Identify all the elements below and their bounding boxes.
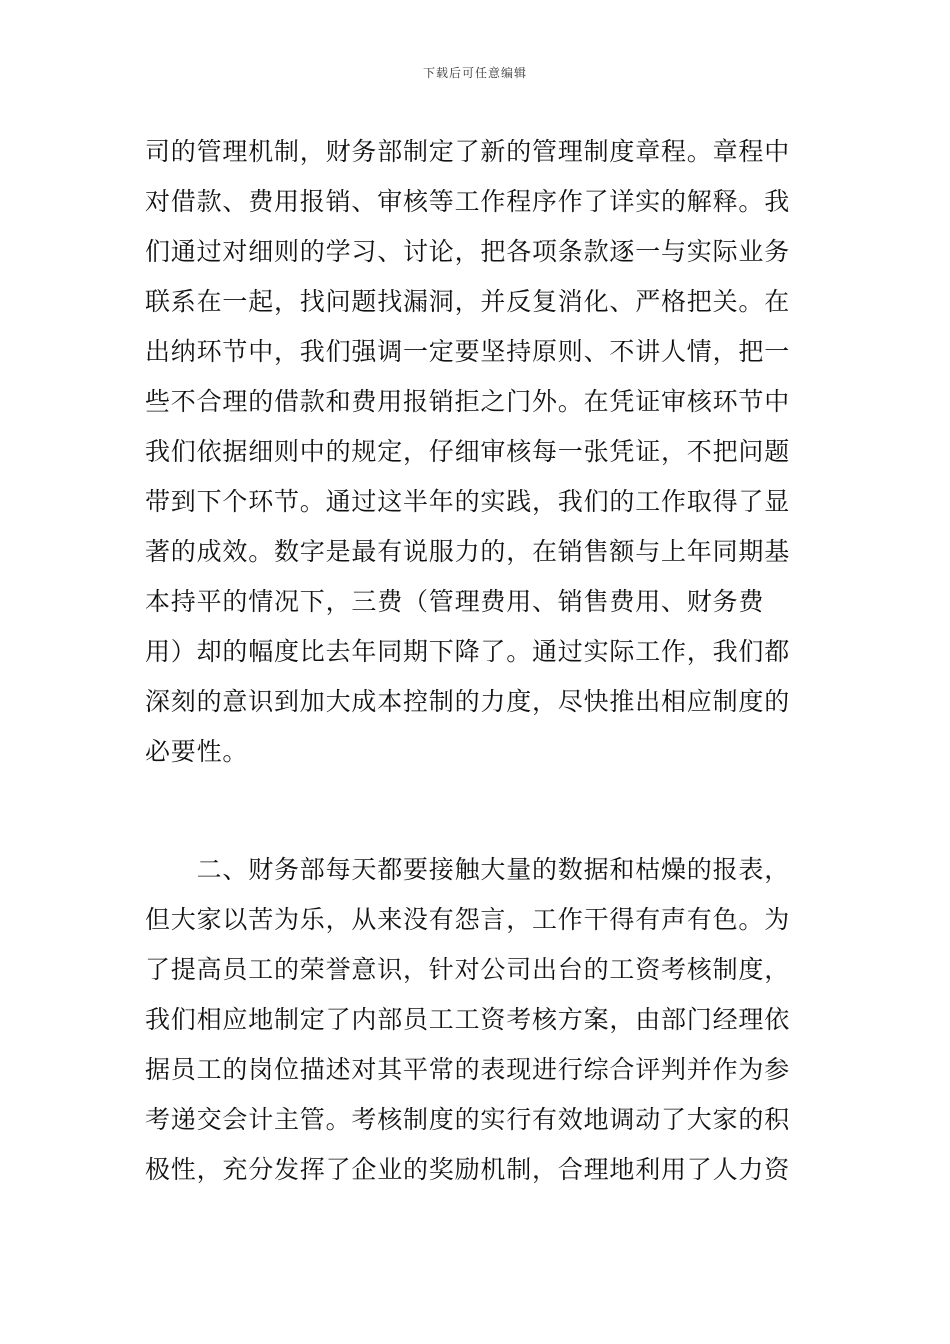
text-line: 司的管理机制，财务部制定了新的管理制度章程。章程中 (145, 137, 791, 166)
text-line: 本持平的情况下，三费（管理费用、销售费用、财务费 (145, 587, 765, 616)
text-line: 据员工的岗位描述对其平常的表现进行综合评判并作为参 (145, 1055, 791, 1084)
text-line: 考递交会计主管。考核制度的实行有效地调动了大家的积 (145, 1105, 791, 1134)
text-line: 用）却的幅度比去年同期下降了。通过实际工作，我们都 (145, 637, 791, 666)
text-line: 出纳环节中，我们强调一定要坚持原则、不讲人情，把一 (145, 337, 791, 366)
text-line: 了提高员工的荣誉意识，针对公司出台的工资考核制度， (145, 955, 791, 984)
text-line: 极性，充分发挥了企业的奖励机制，合理地利用了人力资 (145, 1155, 791, 1184)
text-line: 我们相应地制定了内部员工工资考核方案，由部门经理依 (145, 1005, 791, 1034)
text-line: 对借款、费用报销、审核等工作程序作了详实的解释。我 (145, 187, 791, 216)
text-line: 必要性。 (145, 737, 249, 766)
text-line: 我们依据细则中的规定，仔细审核每一张凭证，不把问题 (145, 437, 791, 466)
text-line: 著的成效。数字是最有说服力的，在销售额与上年同期基 (145, 537, 791, 566)
text-line: 但大家以苦为乐，从来没有怨言，工作干得有声有色。为 (145, 905, 791, 934)
text-line: 二、财务部每天都要接触大量的数据和枯燥的报表， (145, 855, 791, 884)
text-line: 联系在一起，找问题找漏洞，并反复消化、严格把关。在 (145, 287, 791, 316)
text-line: 们通过对细则的学习、讨论，把各项条款逐一与实际业务 (145, 237, 791, 266)
text-line: 些不合理的借款和费用报销拒之门外。在凭证审核环节中 (145, 387, 791, 416)
page-header: 下载后可任意编辑 (422, 66, 527, 80)
text-line: 带到下个环节。通过这半年的实践，我们的工作取得了显 (145, 487, 791, 516)
paragraph-1 (145, 127, 805, 777)
text-line: 深刻的意识到加大成本控制的力度，尽快推出相应制度的 (145, 687, 791, 716)
paragraph-2 (145, 845, 805, 1195)
